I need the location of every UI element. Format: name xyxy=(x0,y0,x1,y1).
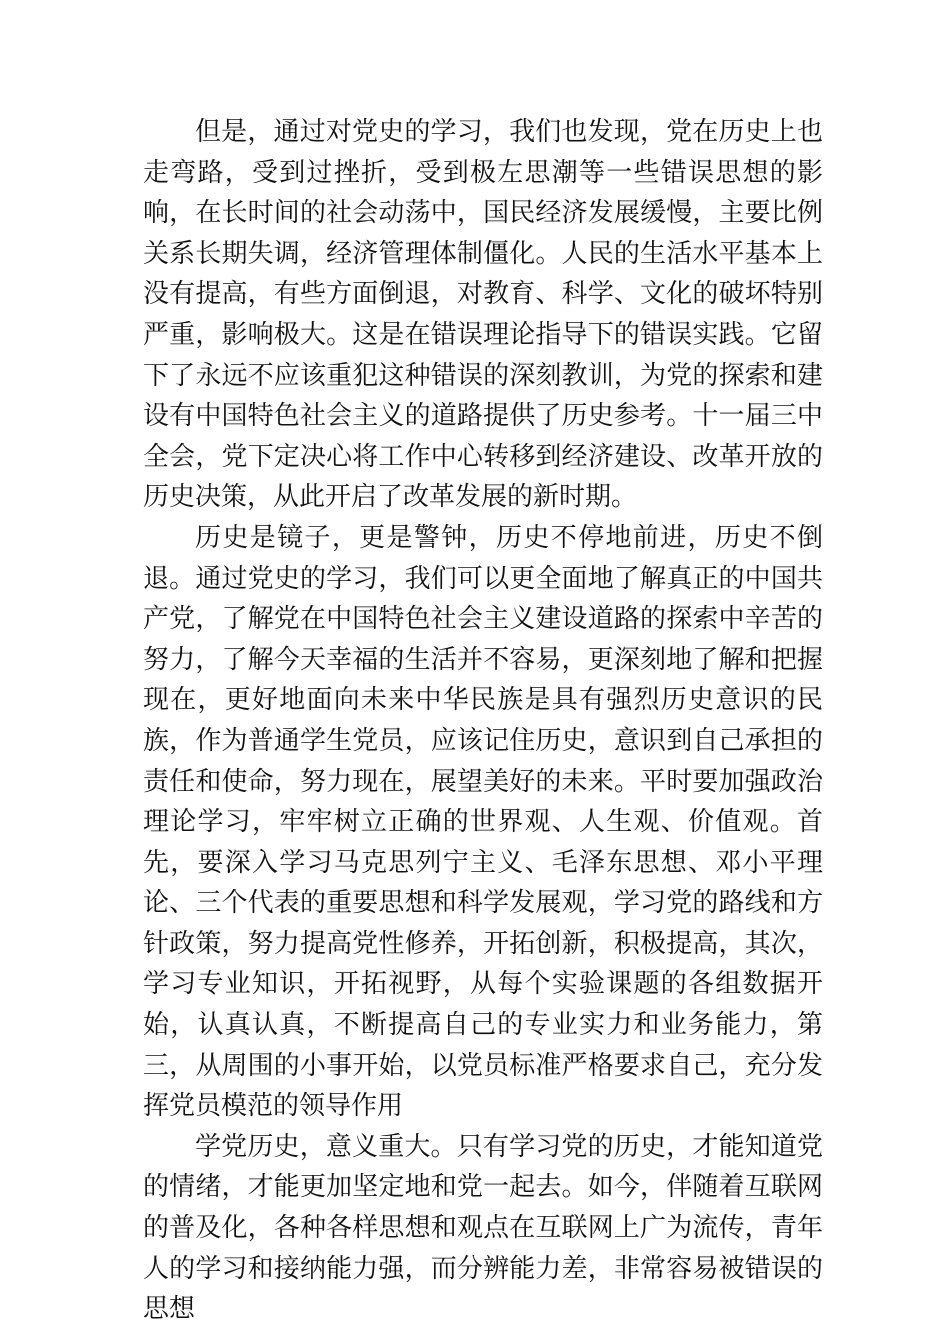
document-body xyxy=(143,112,823,1330)
paragraph-3: 学党历史，意义重大。只有学习党的历史，才能知道党的情绪，才能更加坚定地和党一起去。如今，伴随着互联网的普及化，各种各样思想和观点在互联网上广为流传，青年人的学习和接纳能力强，而分辨能力差，非常容易被错误的思想 xyxy=(143,1131,823,1325)
paragraph-2: 历史是镜子，更是警钟，历史不停地前进，历史不倒退。通过党史的学习，我们可以更全面地了解真正的中国共产党，了解党在中国特色社会主义建设道路的探索中辛苦的努力，了解今天幸福的生活并不容易，更深刻地了解和把握现在，更好地面向未来中华民族是具有强烈历史意识的民族，作为普通学生党员，应该记住历史，意识到自己承担的责任和使命，努力现在，展望美好的未来。平时要加强政治理论学习，牢牢树立正确的世界观、人生观、价值观。首先，要深入学习马克思列宁主义、毛泽东思想、邓小平理论、三个代表的重要思想和科学发展观，学习党的路线和方针政策，努力提高党性修养，开拓创新，积极提高，其次，学习专业知识，开拓视野，从每个实验课题的各组数据开始，认真认真，不断提高自己的专业实力和业务能力，第三，从周围的小事开始，以党员标准严格要求自己，充分发挥党员模范的领导作用 xyxy=(143,522,823,1122)
paragraph-1: 但是，通过对党史的学习，我们也发现，党在历史上也走弯路，受到过挫折，受到极左思潮等一些错误思想的影响，在长时间的社会动荡中，国民经济发展缓慢，主要比例关系长期失调，经济管理体制僵化。人民的生活水平基本上没有提高，有些方面倒退，对教育、科学、文化的破坏特别严重，影响极大。这是在错误理论指导下的错误实践。它留下了永远不应该重犯这种错误的深刻教训，为党的探索和建设有中国特色社会主义的道路提供了历史参考。十一届三中全会，党下定决心将工作中心转移到经济建设、改革开放的历史决策，从此开启了改革发展的新时期。 xyxy=(143,117,823,513)
